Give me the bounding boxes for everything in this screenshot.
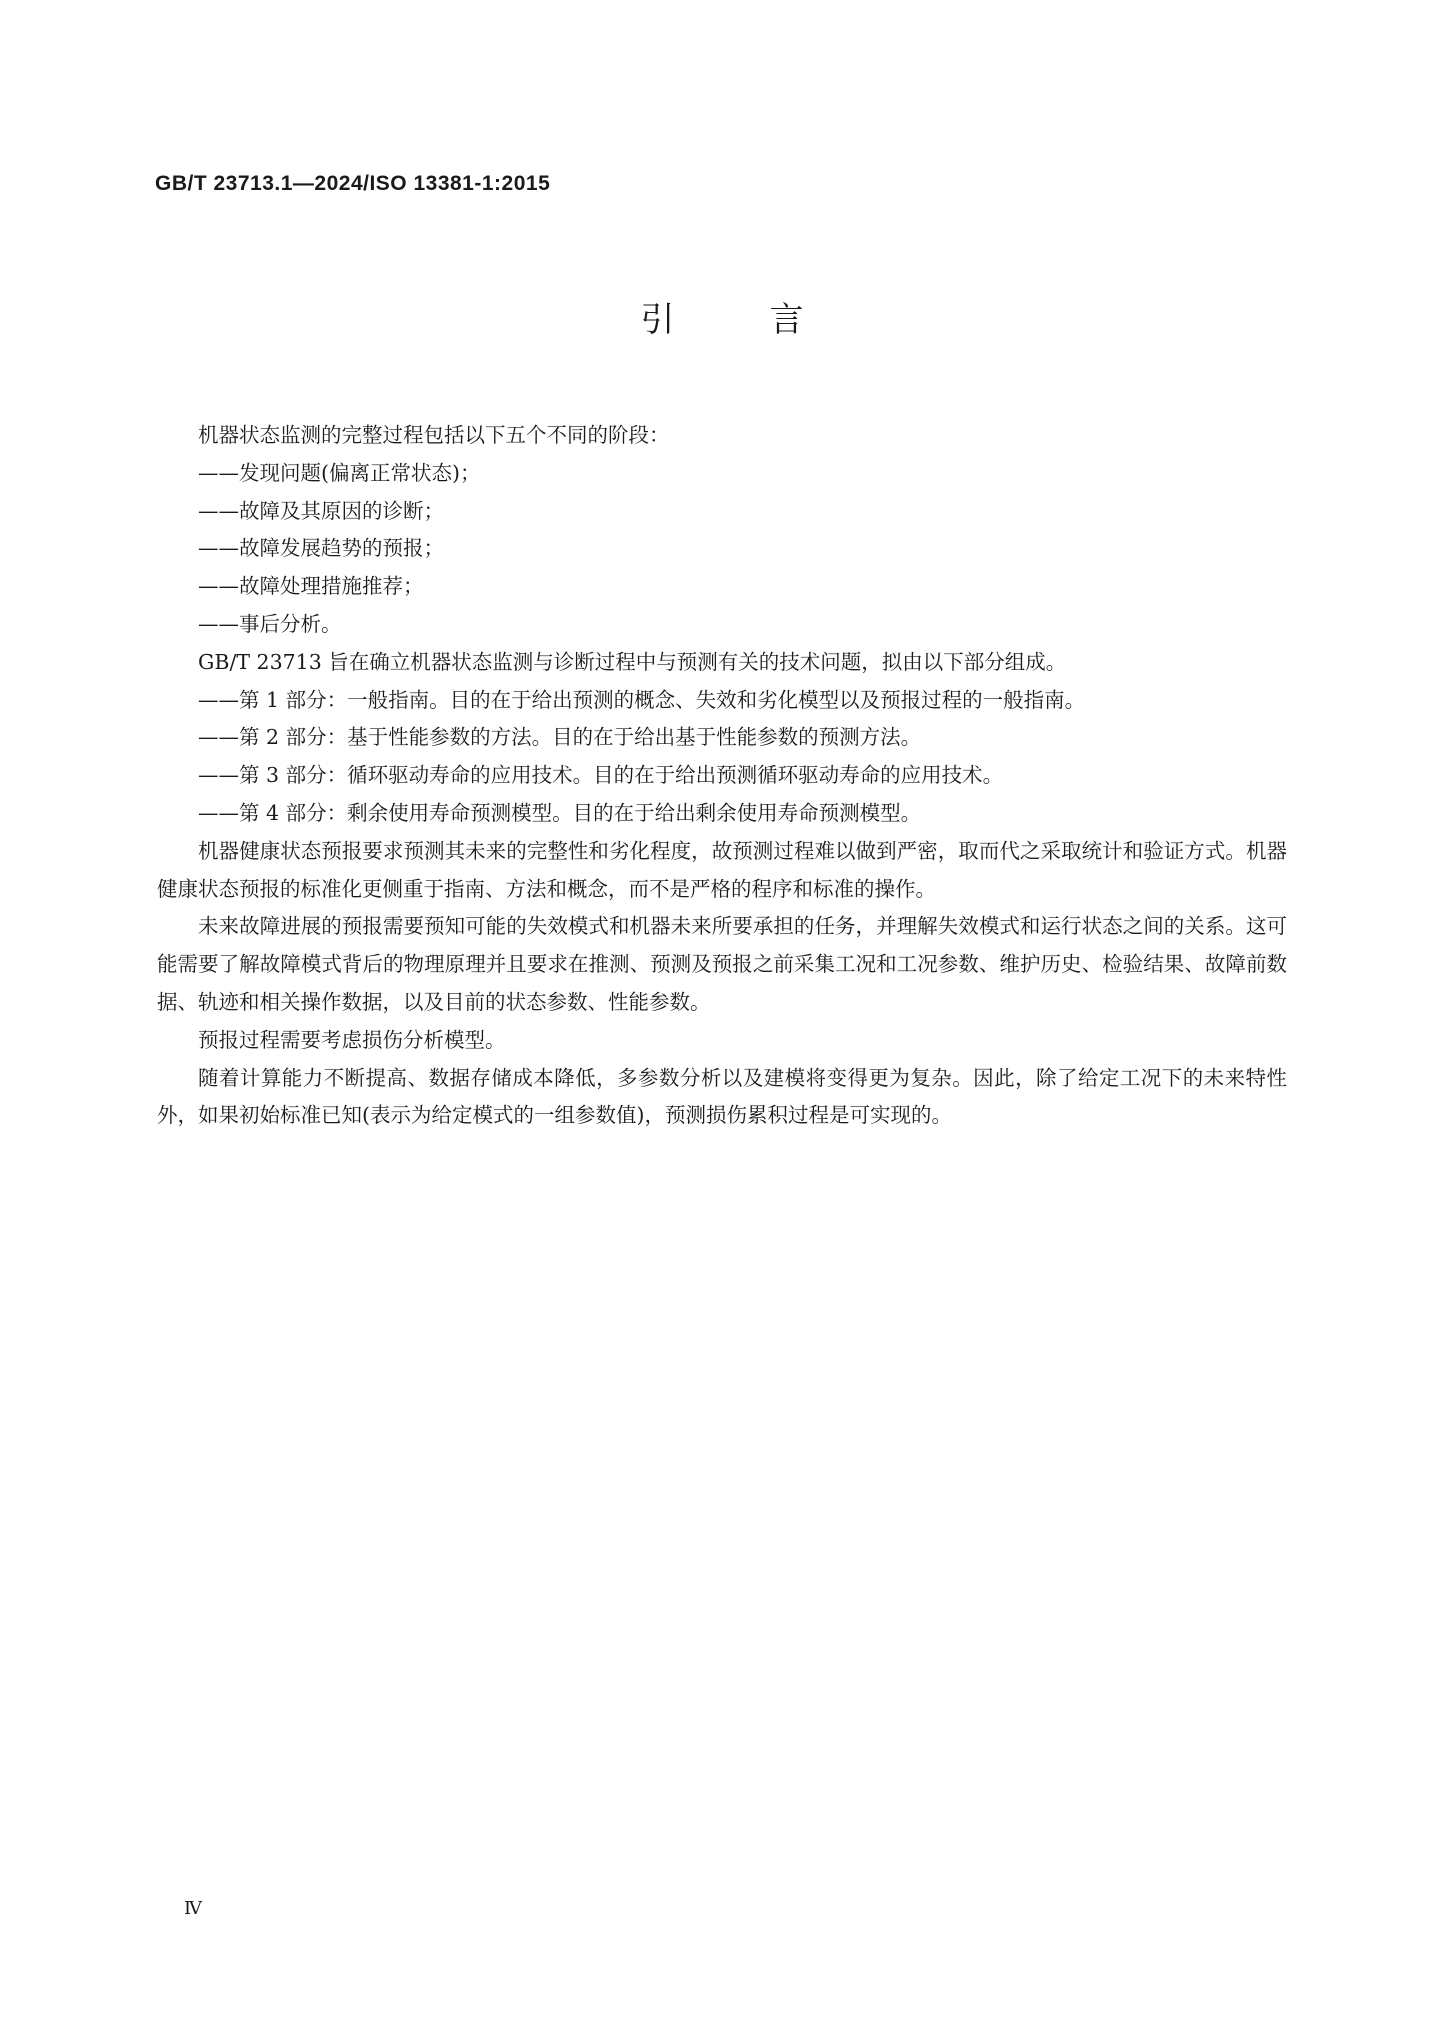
title-char-left: 引 <box>640 300 676 340</box>
list-item: ——故障处理措施推荐； <box>198 574 424 599</box>
introduction-body <box>157 417 1287 1135</box>
paragraph: 随着计算能力不断提高、数据存储成本降低，多参数分析以及建模将变得更为复杂。因此，除了给定工况下的未来特性外，如果初始标准已知(表示为给定模式的一组参数值)，预测损伤累积过程是可实现的。 <box>157 1065 1287 1128</box>
title-char-right: 言 <box>769 300 805 340</box>
paragraph: 预报过程需要考虑损伤分析模型。 <box>198 1027 506 1052</box>
paragraph: 机器状态监测的完整过程包括以下五个不同的阶段： <box>198 423 670 447</box>
page-title <box>0 292 1445 341</box>
list-item: ——事后分析。 <box>198 611 342 636</box>
list-item: ——发现问题(偏离正常状态)； <box>198 460 481 485</box>
list-item: ——故障发展趋势的预报； <box>198 536 444 561</box>
paragraph: 未来故障进展的预报需要预知可能的失效模式和机器未来所要承担的任务，并理解失效模式和运行状态之间的关系。这可能需要了解故障模式背后的物理原理并且要求在推测、预测及预报之前采集工况和工况参数、维护历史、检验结果、故障前数据、轨迹和相关操作数据，以及目前的状态参数、性能参数。 <box>157 914 1287 1014</box>
standard-number-header: GB/T 23713.1—2024/ISO 13381-1:2015 <box>155 172 551 195</box>
paragraph: GB/T 23713 旨在确立机器状态监测与诊断过程中与预测有关的技术问题，拟由以下部分组成。 <box>198 649 1067 674</box>
page-number: Ⅳ <box>184 1898 202 1919</box>
list-item: ——第 2 部分：基于性能参数的方法。目的在于给出基于性能参数的预测方法。 <box>198 725 922 750</box>
list-item: ——故障及其原因的诊断； <box>198 498 444 523</box>
list-item: ——第 4 部分：剩余使用寿命预测模型。目的在于给出剩余使用寿命预测模型。 <box>198 800 922 825</box>
list-item: ——第 3 部分：循环驱动寿命的应用技术。目的在于给出预测循环驱动寿命的应用技术。 <box>198 763 1004 788</box>
paragraph: 机器健康状态预报要求预测其未来的完整性和劣化程度，故预测过程难以做到严密，取而代之采取统计和验证方式。机器健康状态预报的标准化更侧重于指南、方法和概念，而不是严格的程序和标准的操作。 <box>157 838 1287 901</box>
list-item: ——第 1 部分：一般指南。目的在于给出预测的概念、失效和劣化模型以及预报过程的一般指南。 <box>198 687 1086 712</box>
